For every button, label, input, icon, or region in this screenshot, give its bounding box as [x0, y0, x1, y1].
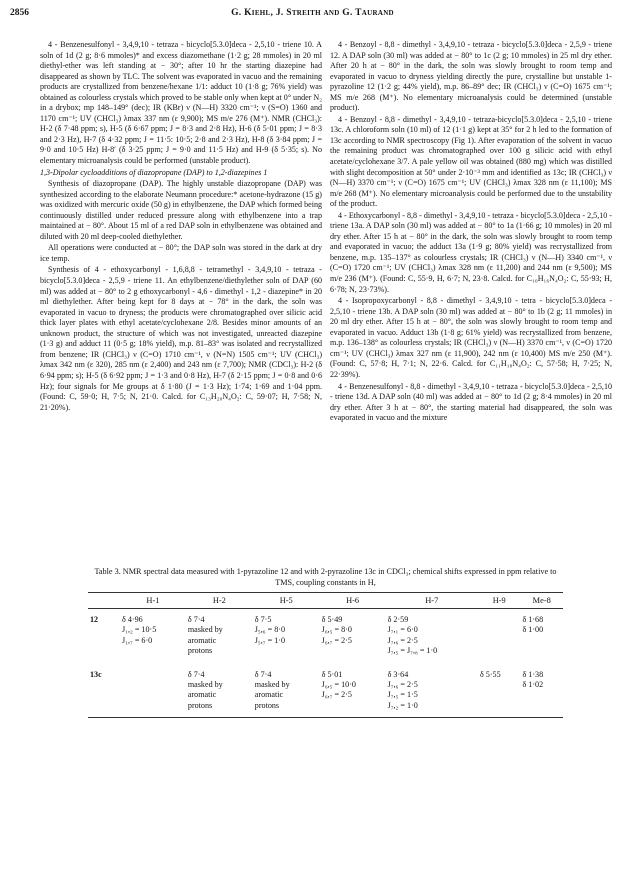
cell-line: protons: [187, 646, 213, 656]
table-header-row: [88, 593, 563, 609]
cell-line: J₇,₁ = 6·0: [387, 625, 418, 635]
cell-line: J₇,₅ = J₇,₈ = 1·0: [387, 646, 438, 656]
section-heading: 1,3-Dipolar cycloadditions of diazopropane (DAP) to 1,2-diazepines 1: [40, 167, 268, 177]
cell-line: J₇,₆ = 2·5: [387, 635, 418, 645]
compound-label: 12: [90, 615, 99, 624]
table-row: [88, 609, 563, 660]
paragraph: 4 - Ethoxycarbonyl - 8,8 - dimethyl - 3,4,9,10 - tetraza - bicyclo[5.3.0]deca - 2,5,10 - triene 13a. A DAP soln (30 ml) was added at − 80° to 1a (1·66 g; 10 mmoles) in 20 ml dry ether. After 15 h at − 80° in the dark, the soln was slowly brought to room temp and evaporated in vacuo; the adduct 13a (1·9 g; 80% yield) was recrystallized from benzene, m.p. 135–137° as colourless crystals; IR (CHCl₃) ν (N—H) 3340 cm⁻¹, ν (C=O) 1720 cm⁻¹; UV (CHCl₃) λmax 328 nm (ε 11,200) and 244 nm (ε 9,500); MS m/e 236 (M⁺). (Found: C, 55·9, H, 6·7; N, 23·8. Calcd. for C₁₀H₁₆N₄O₂: C, 55·93; H, 6·78; N, 23·73%).: [330, 210, 612, 294]
column-header: H-5: [253, 593, 320, 609]
right-text-column: [330, 40, 612, 560]
paragraph: 4 - Benzenesulfonyl - 8,8 - dimethyl - 3,4,9,10 - tetraza - bicyclo[5.3.0]deca - 2,5,10 - triene 13d. A DAP soln (40 ml) was added at − 80° to 1d (2 g; 8·4 mmoles) in 20 ml dry ether. After 3 h at − 80°, the starting material had disappeared, the soln was evaporated in vacuo and the mixture: [330, 381, 612, 423]
cell-line: δ 1·02: [522, 680, 544, 690]
paragraph: 4 - Benzoyl - 8,8 - dimethyl - 3,4,9,10 - tetraza-bicyclo[5.3.0]deca - 2,5,10 - triene 13c. A chloroform soln (10 ml) of 12 (1·1 g) kept at 35° for 2 h led to the formation of 13c according to NMR spectroscopy (Fig 1). After evaporation of the solvent in vacuo the remaining product was chromatographed over 100 g silicic acid with ethyl acetate/cyclohexane 3/7. A pale yellow oil was obtained (880 mg) which was distilled with slight decomposition at 50° under 2·10⁻³ mm and identified as 13c; IR (CHCl₃) ν (N—H) 3370 cm⁻¹; ν (C=O) 1675 cm⁻¹; UV (CHCl₃) λmax 328 nm (ε 11,100); MS m/e 268 (M⁺). No elementary microanalysis could be performed due to the unstability of the product.: [330, 114, 612, 209]
cell-line: J₇,₅ = 1·5: [387, 690, 418, 700]
running-header: [10, 8, 615, 22]
table-caption: Table 3. NMR spectral data measured with 1-pyrazoline 12 and with 2-pyrazoline 13c in CDCl₃; chemical shifts expressed in ppm relative to TMS, coupling constants in H,: [94, 567, 557, 587]
cell-line: protons: [254, 700, 280, 710]
cell-line: aromatic: [187, 635, 217, 645]
cell-line: J₆,₅ = 10·0: [321, 680, 356, 690]
cell-line: J₁,₇ = 6·0: [122, 635, 153, 645]
cell-line: δ 1·38: [522, 669, 544, 679]
cell-line: J₆,₅ = 8·0: [321, 625, 352, 635]
cell-line: δ 5·49: [321, 615, 343, 624]
cell-line: J₅,₇ = 1·0: [254, 635, 285, 645]
cell-line: protons: [187, 700, 213, 710]
paragraph: 4 - Benzoyl - 8,8 - dimethyl - 3,4,9,10 - tetraza - bicyclo[5.3.0]deca - 2,5,9 - triene 12. A DAP soln (30 ml) was added at − 80° to 1c (2 g; 10 mmoles) in 25 ml dry ether. After 20 h at − 80° in the dark, the soln was slowly brought to room temp and evaporated in vacuo to dryness yielding directly the pure, crystalline but unstable 1-pyrazoline 12 (1·2 g; 44% yield), m.p. 86–89° dec; IR (CHCl₃) ν (C=O) 1675 cm⁻¹; MS m/e 268 (M⁺). No elementary microanalysis could be determined (unstable product).: [330, 40, 612, 113]
cell-line: δ 1·68: [522, 615, 544, 624]
paragraph: Synthesis of 4 - ethoxycarbonyl - 1,6,8,8 - tetramethyl - 3,4,9,10 - tetraza - bicyclo[5.3.0]deca - 2,5,9 - triene 11. An ethylbenzene/diethylether soln of DAP (60 ml) was added at − 80° to 2 g ethoxycarbonyl - 4,6 - dimethyl - 1,2 - diazepine* in 20 ml diethylether. After being kept for 8 days at − 78° in the dark, the soln was evaporated in vacuo to dryness; the products were chromatographed over silicic acid thick layer plates with ethyl acetate/cyclohexane 2/8. Besides minor amounts of an unknown product, the structure of which was not investigated, unreacted diazepine (1·3 g) and adduct 11 (0·5 g; 18% yield), m.p. 81–83° was isolated and recrystallized from benzene; IR (CHCl₃) ν (C=O) 1710 cm⁻¹, ν (N=N) 1505 cm⁻¹; UV (CHCl₃) λmax 342 nm (ε 320), 285 nm (ε 2,400) and 243 nm (ε 7,700); NMR (CDCl₃): H-2 (δ 6·94 ppm; s); H-5 (δ 6·92 ppm; J = 1·3 and 0·8 Hz), H-7 (δ 2·15 ppm; J = 0·8 and 0·6 Hz); four signals for Me groups at δ 1·80 (J = 1·3 Hz); 1·74; 1·69 and 1·04 ppm. (Found: C, 59·0; H, 7·5; N, 21·0. Calcd. for C₁₃H₂₀N₄O₂: C, 59·07; H, 7·58; N, 21·20%).: [40, 265, 322, 412]
column-header: H-1: [120, 593, 186, 609]
cell-line: masked by: [187, 625, 223, 635]
compound-label: 13c: [88, 660, 120, 718]
table-cell: [520, 609, 563, 660]
column-header: H-9: [478, 593, 521, 609]
cell-line: masked by: [254, 680, 290, 690]
paragraph: All operations were conducted at − 80°; the DAP soln was stored in the dark at dry ice temp.: [40, 243, 322, 263]
table-row: [88, 660, 563, 718]
cell-line: δ 7·4: [254, 669, 272, 679]
table-cell: [320, 660, 386, 718]
table-cell: [120, 660, 186, 718]
cell-line: J₁,₂ = 10·5: [122, 625, 157, 635]
nmr-data-table: [88, 592, 563, 718]
table-cell: [386, 609, 478, 660]
cell-line: δ 7·5: [254, 615, 272, 624]
column-header: H-6: [320, 593, 386, 609]
cell-line: δ 2·59: [387, 615, 409, 624]
cell-line: aromatic: [187, 690, 217, 700]
left-text-column: [40, 40, 322, 560]
cell-line: δ 7·4: [187, 615, 205, 624]
table-cell: [478, 660, 521, 718]
table-cell: [520, 660, 563, 718]
cell-line: J₇,₆ = 2·5: [387, 680, 418, 690]
cell-line: δ 3·64: [387, 669, 409, 679]
table-cell: [386, 660, 478, 718]
column-header: H-2: [186, 593, 253, 609]
table-cell: [478, 609, 521, 660]
table-cell: [186, 609, 253, 660]
page-number: 2856: [10, 8, 29, 18]
table-cell: [186, 660, 253, 718]
table-cell: [320, 609, 386, 660]
cell-line: J₆,₇ = 2·5: [321, 690, 352, 700]
cell-line: δ 5·01: [321, 669, 343, 679]
cell-line: aromatic: [254, 690, 284, 700]
paragraph: 4 - Benzenesulfonyl - 3,4,9,10 - tetraza - bicyclo[5.3.0]deca - 2,5,10 - triene 10. A soln of 1d (2 g; 8·6 mmoles)* and excess diazomethane (1·2 g; 28 mmoles) in 20 ml diethyl-ether was left standing at − 30°; after 10 hr the starting diazepine had disappeared as shown by TLC. The solvent was evaporated in vacuo and the remaining products are crystallized from benzene/hexane 1/1: adduct 10 (1·8 g; 76% yield) was obtained as colourless crystals which proved to be stable only when kept at 0° under N₂ in a drybox; mp 148–149° (dec); IR (KBr) ν (N—H) 3320 cm⁻¹; ν (S=O) 1360 and 1170 cm⁻¹; UV (CHCl₃) λmax 337 nm (ε 9,900); MS m/e 276 (M⁺). NMR (CHCl₃): H-2 (δ 7·48 ppm; s), H-5 (δ 6·67 ppm; J = 8·3 and 2·8 Hz), H-6 (δ 5·01 ppm; J = 8·3 and 2·3 Hz), H-7 (δ 4·32 ppm; J = 11·5: 10·5; 2·8 and 2·3 Hz), H-8 (δ 3·84 ppm; J = 9·0 and 10·5 Hz) H-8′ (δ 3·25 ppm; J = 9·0 and 11·5 Hz) and H-9 (δ 5·35; s). No elementary microanalysis could be performed (unstable product).: [40, 40, 322, 166]
cell-line: masked by: [187, 680, 223, 690]
paragraph: Synthesis of diazopropane (DAP). The highly unstable diazopropane (DAP) was synthesized according to the elaborate Neumann procedure:* acetone-hydrazone (15 g) was oxidized with mercuric oxide (50 g) in ethylbenzene, the DAP which formed being continuously distilled under reduced pressure along with ethylbenzene into a trap maintained at − 80°. About 15 ml of a red DAP soln in ethylbenzene was obtained and diluted with 20 ml deep-cooled diethylether.: [40, 179, 322, 241]
cell-line: δ 4·96: [122, 615, 143, 624]
running-authors: G. Kiehl, J. Streith and G. Taurand: [231, 8, 394, 18]
paragraph: 4 - Isopropoxycarbonyl - 8,8 - dimethyl - 3,4,9,10 - tetra - bicyclo[5.3.0]deca - 2,5,10 - triene 13b. A DAP soln (30 ml) was added at − 80° to 1b (2 g; 11 mmoles) in 20 ml dry ether. After 15 h at − 80°, the soln was slowly brought to room temp and evaporated in vacuo. Adduct 13b (1·8 g; 61% yield) was recrystallized from benzene, m.p. 136–138° as colourless crystals; IR (CHCl₃) ν (N—H) 3370 cm⁻¹, ν (C=O) 1720 cm⁻¹; UV (CHCl₃) λmax 327 nm (ε 11,900), 242 nm (ε 10,400) MS m/e 250 (M⁺). (Found: C, 57·8; H, 7·1; N, 22·6. Calcd. for C₁₁H₁₈N₄O₂: C, 57·58; H, 7·25; N, 22·39%).: [330, 296, 612, 379]
cell-line: δ 7·4: [187, 669, 205, 679]
table-cell: [120, 609, 186, 660]
cell-line: J₅,₆ = 8·0: [254, 625, 285, 635]
cell-line: J₆,₇ = 2·5: [321, 635, 352, 645]
table-cell: [253, 609, 320, 660]
table-cell: [253, 660, 320, 718]
table-body: [88, 609, 563, 718]
column-header: [88, 593, 120, 609]
column-header: Me-8: [520, 593, 563, 609]
cell-line: δ 1·00: [522, 625, 544, 635]
column-header: H-7: [386, 593, 478, 609]
cell-line: δ 5·55: [479, 669, 501, 679]
nmr-table-block: [88, 566, 563, 718]
cell-line: J₇,₂ = 1·0: [387, 700, 418, 710]
